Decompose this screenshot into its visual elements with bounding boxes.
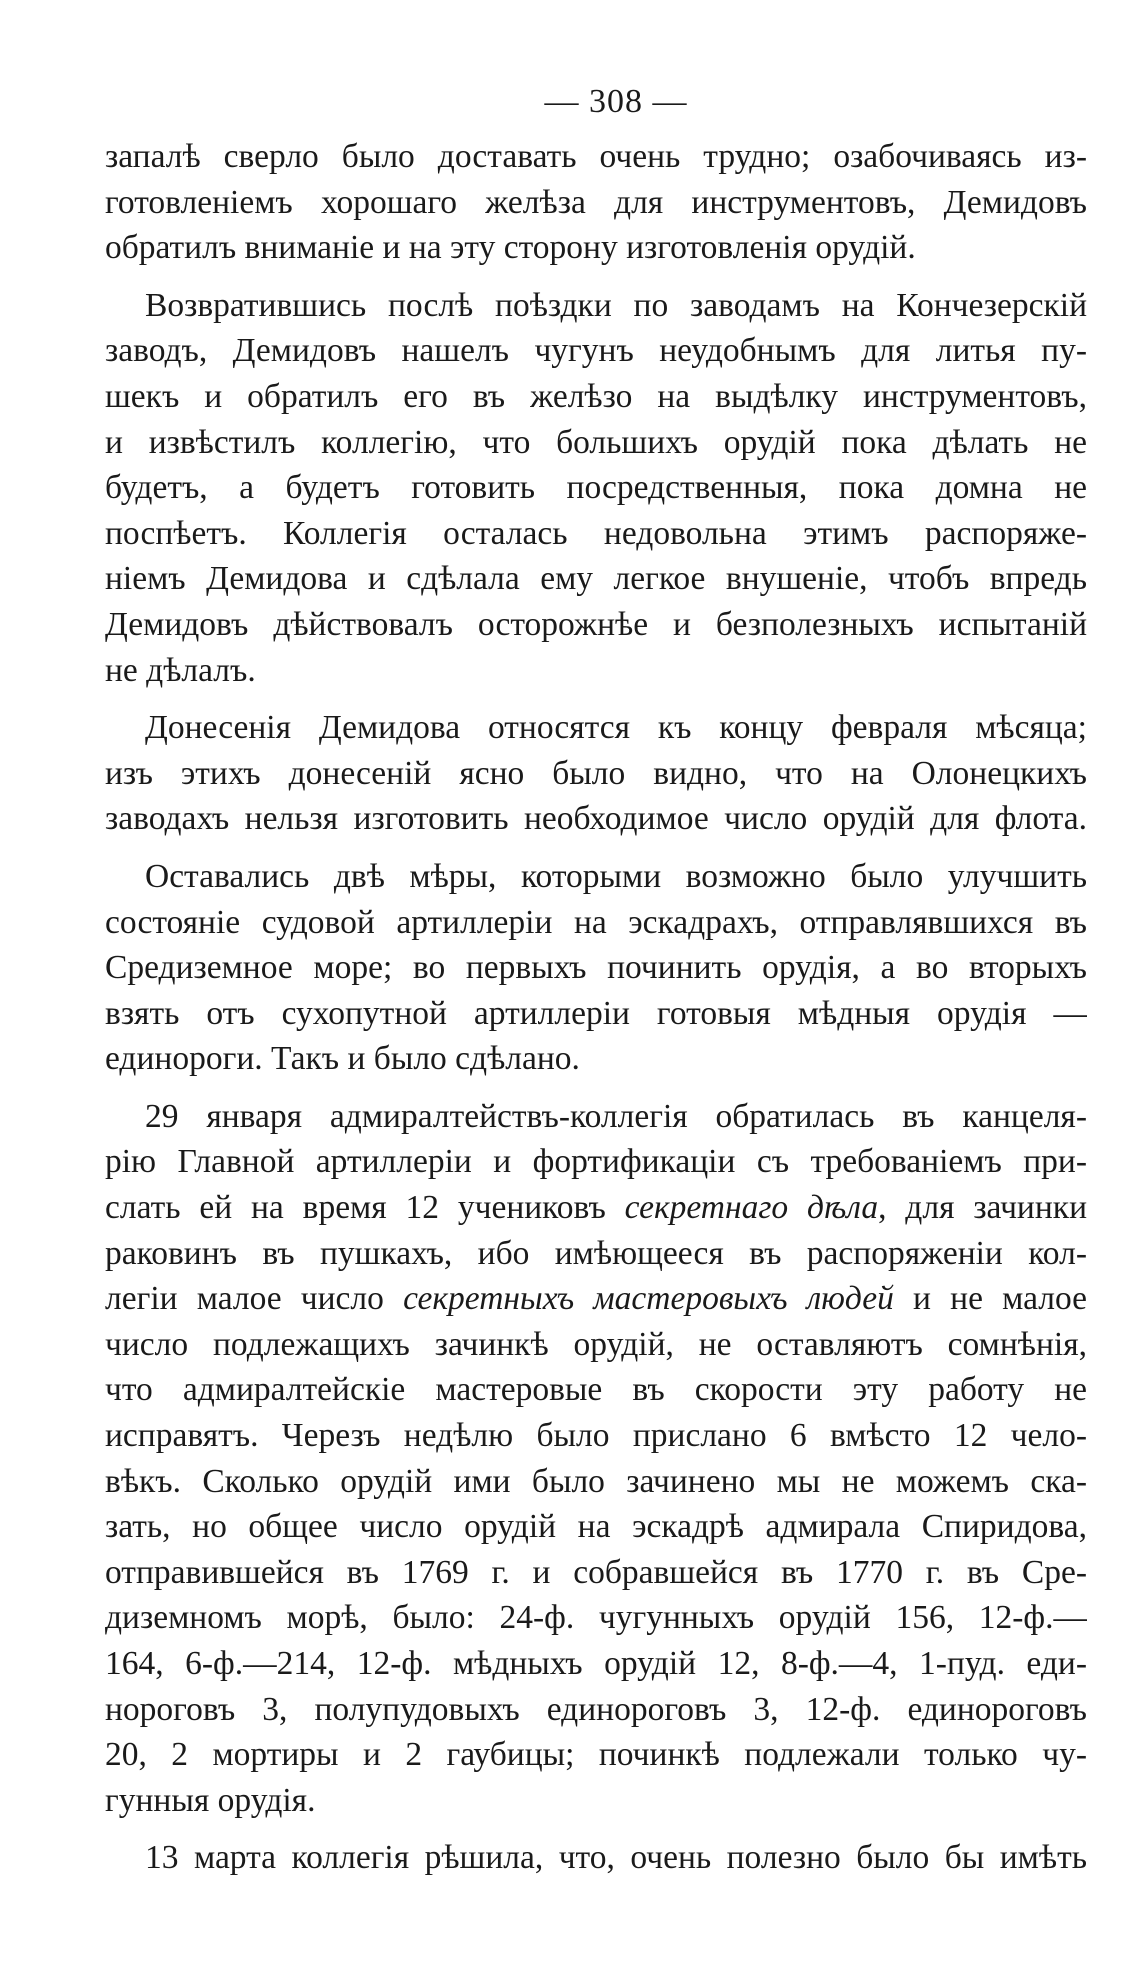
- italic-phrase: секретныхъ мастеровыхъ людей: [403, 1280, 894, 1318]
- text-line: 164, 6-ф.—214, 12-ф. мѣдныхъ орудій 12, 8-ф.—4, 1-пуд. еди-: [105, 1645, 1087, 1682]
- text-line: единороги. Такъ и было сдѣлано.: [105, 1040, 580, 1078]
- text-line: состояніе судовой артиллеріи на эскадрахъ, отправлявшихся въ: [105, 903, 1087, 941]
- text-line: 13 марта коллегія рѣшила, что, очень полезно было бы имѣть: [145, 1839, 1087, 1877]
- text-line: заводъ, Демидовъ нашелъ чугунъ неудобнымъ для литья пу-: [105, 332, 1087, 370]
- paragraph-3: [105, 705, 1087, 842]
- text-line: готовленіемъ хорошаго желѣза для инструментовъ, Демидовъ: [105, 183, 1087, 221]
- text-line: Средиземное море; во первыхъ починить орудія, а во вторыхъ: [105, 949, 1087, 987]
- text-line: Возвратившись послѣ поѣздки по заводамъ на Кончезерскій: [145, 286, 1087, 324]
- paragraph-6: [105, 1835, 1087, 1881]
- text-line: число подлежащихъ зачинкѣ орудій, не оставляютъ сомнѣнія,: [105, 1325, 1087, 1363]
- text-line: шекъ и обратилъ его въ желѣзо на выдѣлку инструментовъ,: [105, 377, 1087, 415]
- paragraph-1: [105, 134, 1087, 271]
- text-line: не дѣлалъ.: [105, 651, 256, 689]
- text-line: вѣкъ. Сколько орудій ими было зачинено мы не можемъ ска-: [105, 1462, 1087, 1500]
- text-line: зать, но общее число орудій на эскадрѣ адмирала Спиридова,: [105, 1508, 1087, 1546]
- text-line: слать ей на время 12 учениковъ секретнаго дѣла, для зачинки: [105, 1189, 1087, 1227]
- text-line: легіи малое число секретныхъ мастеровыхъ людей и не малое: [105, 1280, 1087, 1318]
- text-line: будетъ, а будетъ готовить посредственныя, пока домна не: [105, 469, 1087, 507]
- text-line: Оставались двѣ мѣры, которыми возможно было улучшить: [145, 857, 1087, 895]
- text-line: Донесенія Демидова относятся къ концу февраля мѣсяца;: [145, 709, 1087, 747]
- text-line: отправившейся въ 1769 г. и собравшейся въ 1770 г. въ Сре-: [105, 1553, 1087, 1591]
- text-line: заводахъ нельзя изготовить необходимое число орудій для флота.: [105, 800, 1087, 838]
- paragraph-4: [105, 854, 1087, 1082]
- text-line: взять отъ сухопутной артиллеріи готовыя мѣдныя орудія —: [105, 994, 1087, 1032]
- paragraph-2: [105, 283, 1087, 693]
- text-line: раковинъ въ пушкахъ, ибо имѣющееся въ распоряженіи кол-: [105, 1234, 1087, 1272]
- text-line: обратилъ вниманіе и на эту сторону изготовленія орудій.: [105, 229, 916, 267]
- paragraph-5: [105, 1094, 1087, 1824]
- text-line: гунныя орудія.: [105, 1781, 316, 1819]
- text-line: 20, 2 мортиры и 2 гаубицы; починкѣ подлежали только чу-: [105, 1736, 1087, 1774]
- text-line: рію Главной артиллеріи и фортификаціи съ требованіемъ при-: [105, 1143, 1087, 1181]
- text-line: что адмиралтейскіе мастеровые въ скорости эту работу не: [105, 1371, 1087, 1409]
- text-line: и извѣстилъ коллегію, что большихъ орудій пока дѣлать не: [105, 423, 1087, 461]
- page-number: — 308 —: [544, 83, 688, 120]
- text-line: диземномъ морѣ, было: 24-ф. чугунныхъ орудій 156, 12-ф.—: [105, 1599, 1087, 1637]
- document-page: [105, 70, 1087, 1881]
- text-line: нороговъ 3, полупудовыхъ единороговъ 3, 12-ф. единороговъ: [105, 1690, 1087, 1728]
- text-line: изъ этихъ донесеній ясно было видно, что на Олонецкихъ: [105, 754, 1087, 792]
- italic-phrase: секретнаго дѣла: [624, 1189, 879, 1227]
- text-line: ніемъ Демидова и сдѣлала ему легкое внушеніе, чтобъ впредь: [105, 560, 1087, 598]
- text-line: исправятъ. Черезъ недѣлю было прислано 6 вмѣсто 12 чело-: [105, 1417, 1087, 1455]
- text-line: запалѣ сверло было доставать очень трудно; озабочиваясь из-: [105, 138, 1087, 175]
- text-line: 29 января адмиралтействъ-коллегія обратилась въ канцеля-: [145, 1097, 1087, 1135]
- text-line: Демидовъ дѣйствовалъ осторожнѣе и безполезныхъ испытаній: [105, 605, 1087, 643]
- text-line: поспѣетъ. Коллегія осталась недовольна этимъ распоряже-: [105, 514, 1087, 552]
